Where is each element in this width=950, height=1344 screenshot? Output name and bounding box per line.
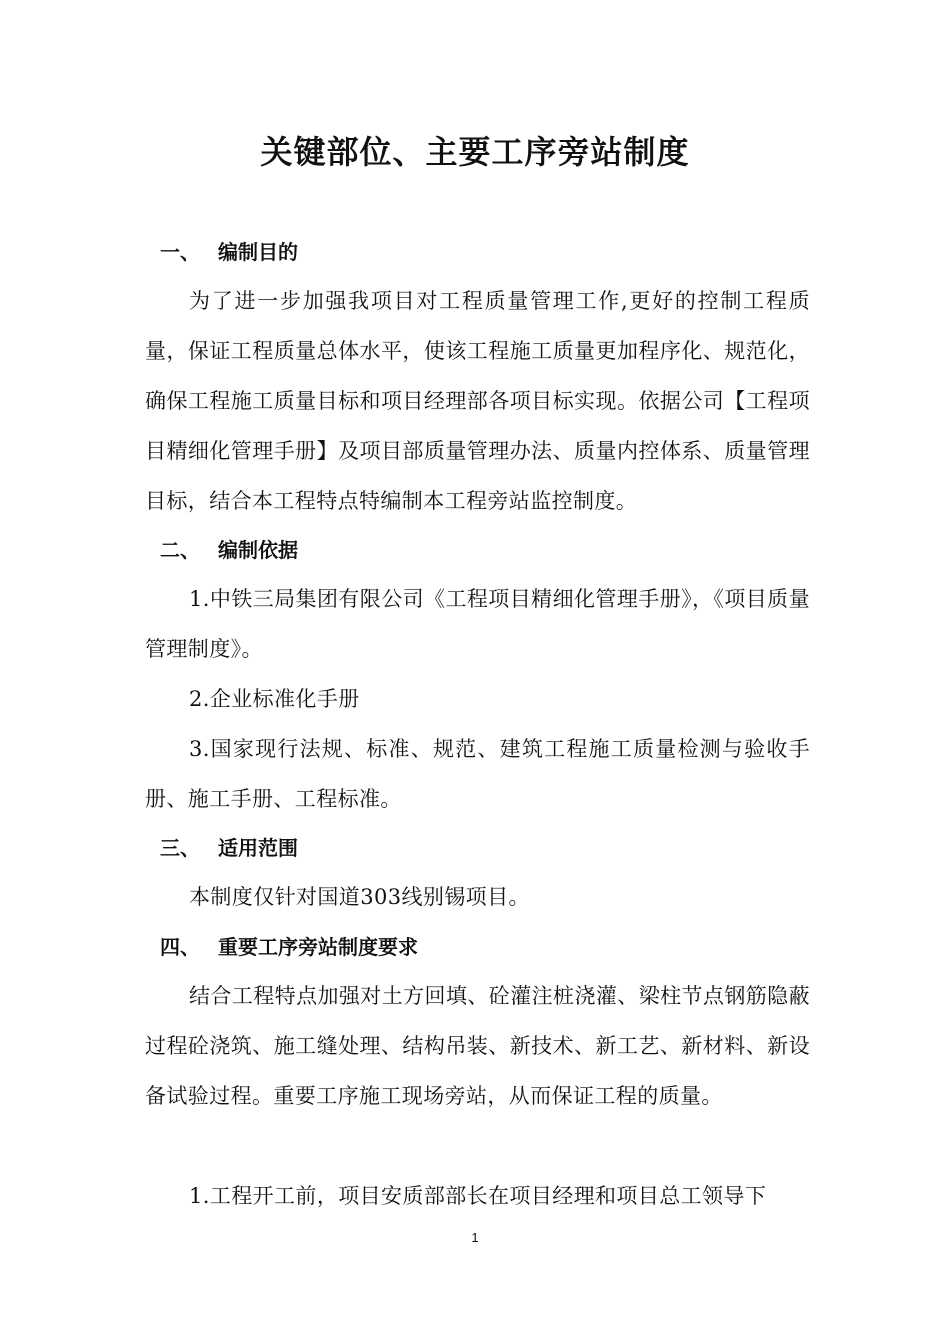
paragraph: 1.中铁三局集团有限公司《工程项目精细化管理手册》，《项目质量管理制度》。 [145,587,810,661]
section-title: 重要工序旁站制度要求 [218,935,418,959]
paragraph: 本制度仅针对国道303线别锡项目。 [189,885,530,909]
page-number: 1 [471,1230,479,1245]
paragraph: 3.国家现行法规、标准、规范、建筑工程施工质量检测与验收手册、施工手册、工程标准。 [145,737,810,811]
section-title: 编制目的 [218,240,298,264]
document-title: 关键部位、主要工序旁站制度 [260,133,690,171]
section-number: 一、 [160,240,200,264]
section-title: 编制依据 [218,538,298,562]
section-heading-2 [160,535,298,565]
section-number: 二、 [160,538,200,562]
section-number: 三、 [160,836,200,860]
section-heading-3 [160,833,298,863]
paragraph: 结合工程特点加强对土方回填、砼灌注桩浇灌、梁柱节点钢筋隐蔽过程砼浇筑、施工缝处理、结构吊装、新技术、新工艺、新材料、新设备试验过程。重要工序施工现场旁站，从而保证工程的质量。 [145,984,810,1108]
section-heading-4 [160,932,418,962]
section-number: 四、 [160,935,200,959]
paragraph: 为了进一步加强我项目对工程质量管理工作,更好的控制工程质量，保证工程质量总体水平，使该工程施工质量更加程序化、规范化，确保工程施工质量目标和项目经理部各项目标实现。依据公司【工程项目精细化管理手册】及项目部质量管理办法、质量内控体系、质量管理目标，结合本工程特点特编制本工程旁站监控制度。 [145,289,810,513]
paragraph: 1.工程开工前，项目安质部部长在项目经理和项目总工领导下 [189,1184,767,1208]
section-heading-1 [160,237,298,267]
section-title: 适用范围 [218,836,298,860]
paragraph: 2.企业标准化手册 [189,687,360,711]
